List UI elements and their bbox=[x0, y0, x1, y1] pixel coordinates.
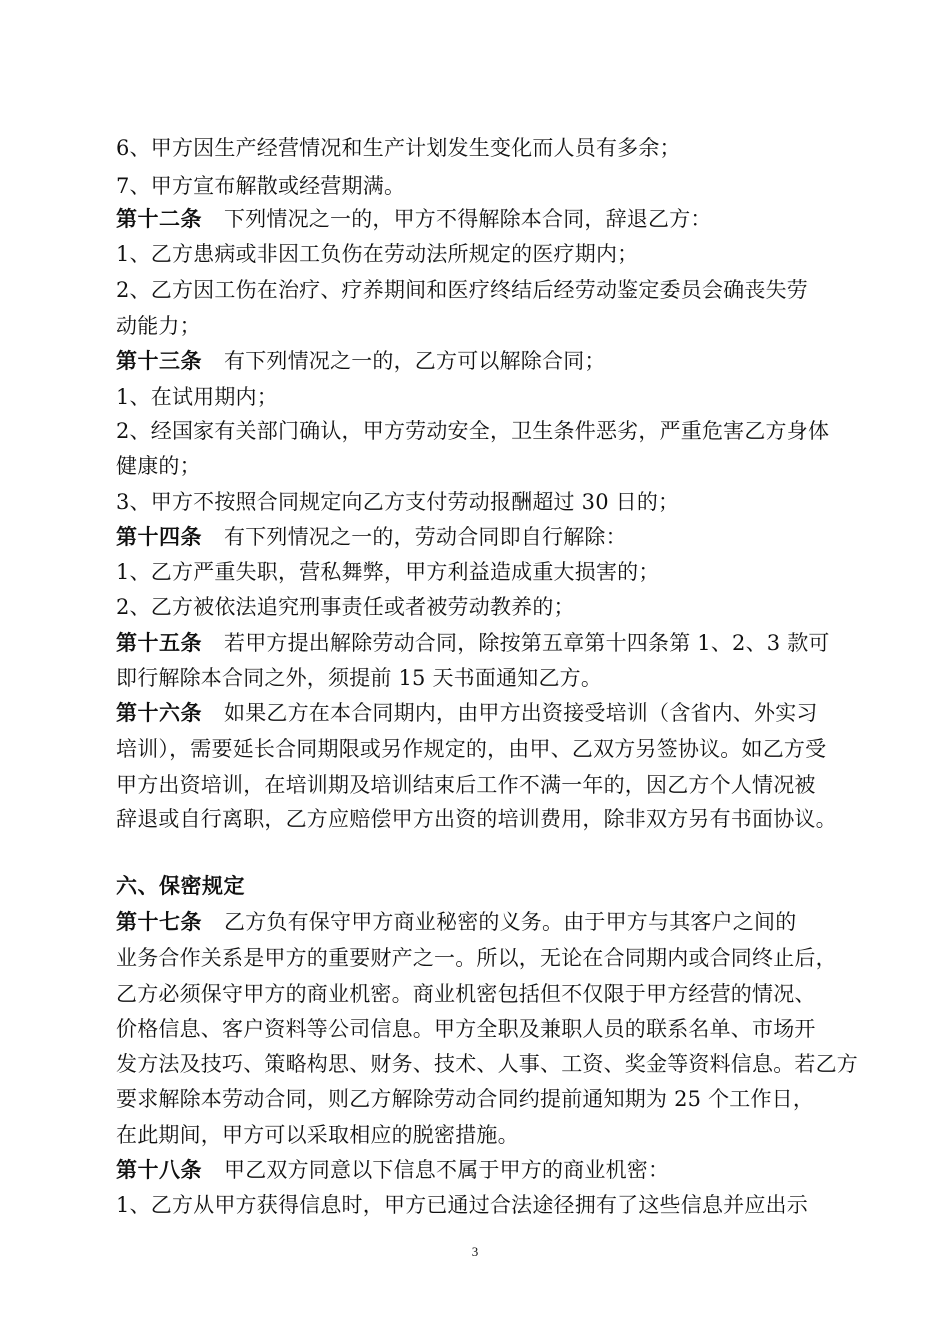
line-text: 在此期间，甲方可以采取相应的脱密措施。 bbox=[116, 1123, 519, 1147]
article-number: 第十五条 bbox=[116, 630, 202, 655]
text-line bbox=[116, 450, 846, 482]
line-text: 有下列情况之一的，乙方可以解除合同； bbox=[224, 349, 606, 373]
text-line bbox=[116, 381, 846, 413]
text-line bbox=[116, 1048, 858, 1080]
line-text: 健康的； bbox=[116, 454, 201, 478]
line-text: 乙方负有保守甲方商业秘密的义务。由于甲方与其客户之间的 bbox=[224, 910, 797, 934]
text-line bbox=[116, 591, 846, 623]
text-line bbox=[116, 310, 846, 342]
article-heading-line bbox=[116, 906, 846, 938]
text-line bbox=[116, 662, 846, 694]
section-title: 六、保密规定 bbox=[116, 873, 245, 898]
line-text: 动能力； bbox=[116, 314, 201, 338]
text-line bbox=[116, 1189, 846, 1221]
line-text: 7、甲方宣布解散或经营期满。 bbox=[116, 174, 406, 198]
text-line bbox=[116, 803, 846, 835]
line-text: 甲方出资培训，在培训期及培训结束后工作不满一年的，因乙方个人情况被 bbox=[116, 773, 816, 797]
article-number: 第十七条 bbox=[116, 909, 202, 934]
line-text: 下列情况之一的，甲方不得解除本合同，辞退乙方： bbox=[224, 207, 712, 231]
text-line bbox=[116, 415, 846, 447]
line-text: 即行解除本合同之外，须提前 15 天书面通知乙方。 bbox=[116, 666, 603, 690]
line-text: 若甲方提出解除劳动合同，除按第五章第十四条第 1、2、3 款可 bbox=[224, 631, 830, 655]
article-heading-line bbox=[116, 203, 846, 235]
article-heading-line bbox=[116, 697, 846, 729]
line-text: 1、在试用期内； bbox=[116, 385, 278, 409]
text-line bbox=[116, 1083, 846, 1115]
text-line bbox=[116, 1119, 846, 1151]
text-line bbox=[116, 486, 846, 518]
line-text: 乙方必须保守甲方的商业机密。商业机密包括但不仅限于甲方经营的情况、 bbox=[116, 982, 816, 1006]
text-line bbox=[116, 274, 846, 306]
line-text: 2、经国家有关部门确认，甲方劳动安全，卫生条件恶劣，严重危害乙方身体 bbox=[116, 419, 830, 443]
line-text: 6、甲方因生产经营情况和生产计划发生变化而人员有多余； bbox=[116, 136, 681, 160]
article-number: 第十三条 bbox=[116, 348, 202, 373]
line-text: 2、乙方因工伤在治疗、疗养期间和医疗终结后经劳动鉴定委员会确丧失劳 bbox=[116, 278, 808, 302]
article-heading-line bbox=[116, 521, 846, 553]
page-number: 3 bbox=[471, 1244, 479, 1259]
text-line bbox=[116, 170, 846, 202]
article-heading-line bbox=[116, 345, 846, 377]
section-heading bbox=[116, 870, 846, 902]
line-text: 业务合作关系是甲方的重要财产之一。所以，无论在合同期内或合同终止后， bbox=[116, 946, 837, 970]
text-line bbox=[116, 978, 846, 1010]
article-heading-line bbox=[116, 1154, 846, 1186]
text-line bbox=[116, 132, 846, 164]
article-heading-line bbox=[116, 627, 846, 659]
article-number: 第十二条 bbox=[116, 206, 202, 231]
text-line bbox=[116, 733, 846, 765]
line-text: 如果乙方在本合同期内，由甲方出资接受培训（含省内、外实习 bbox=[224, 701, 818, 725]
text-line bbox=[116, 942, 846, 974]
article-number: 第十六条 bbox=[116, 700, 202, 725]
article-number: 第十八条 bbox=[116, 1157, 202, 1182]
line-text: 甲乙双方同意以下信息不属于甲方的商业机密： bbox=[224, 1158, 670, 1182]
line-text: 3、甲方不按照合同规定向乙方支付劳动报酬超过 30 日的； bbox=[116, 490, 680, 514]
line-text: 2、乙方被依法追究刑事责任或者被劳动教养的； bbox=[116, 595, 575, 619]
text-line bbox=[116, 769, 846, 801]
line-text: 发方法及技巧、策略构思、财务、技术、人事、工资、奖金等资料信息。若乙方 bbox=[116, 1052, 858, 1076]
line-text: 1、乙方严重失职，营私舞弊，甲方利益造成重大损害的； bbox=[116, 560, 660, 584]
line-text: 要求解除本劳动合同，则乙方解除劳动合同约提前通知期为 25 个工作日， bbox=[116, 1087, 815, 1111]
line-text: 1、乙方患病或非因工负伤在劳动法所规定的医疗期内； bbox=[116, 242, 639, 266]
text-line bbox=[116, 238, 846, 270]
text-line bbox=[116, 556, 846, 588]
text-line bbox=[116, 1013, 846, 1045]
line-text: 辞退或自行离职，乙方应赔偿甲方出资的培训费用，除非双方另有书面协议。 bbox=[116, 807, 837, 831]
line-text: 价格信息、客户资料等公司信息。甲方全职及兼职人员的联系名单、市场开 bbox=[116, 1017, 816, 1041]
line-text: 培训），需要延长合同期限或另作规定的，由甲、乙双方另签协议。如乙方受 bbox=[116, 737, 827, 761]
line-text: 1、乙方从甲方获得信息时，甲方已通过合法途径拥有了这些信息并应出示 bbox=[116, 1193, 808, 1217]
article-number: 第十四条 bbox=[116, 524, 202, 549]
line-text: 有下列情况之一的，劳动合同即自行解除： bbox=[224, 525, 627, 549]
